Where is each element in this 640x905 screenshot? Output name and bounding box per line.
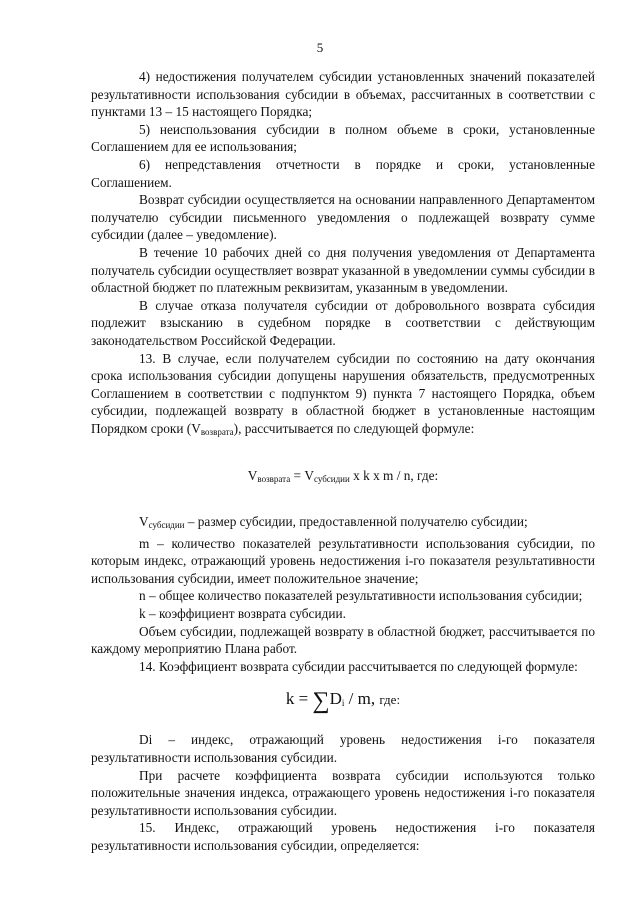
formula2-sub-i: i: [341, 698, 345, 709]
sum-symbol: ∑: [312, 688, 330, 715]
paragraph-13: [91, 350, 595, 442]
formula1-sub-subsidy: субсидии: [313, 474, 350, 485]
formula2-rest: / m,: [344, 689, 380, 709]
formula2-d: D: [329, 689, 342, 709]
definition-k: k – коэффициент возврата субсидии.: [139, 606, 346, 622]
paragraph-item-6: 6) непредставления отчетности в порядке и сроки, установленные Соглашением.: [91, 156, 595, 190]
paragraph-item-5: 5) неиспользования субсидии в полном объеме в сроки, установленные Соглашением для ее использования;: [91, 121, 595, 155]
paragraph-13-subscript: возврата: [200, 426, 234, 437]
paragraph-volume-per-event: Объем субсидии, подлежащей возврату в областной бюджет, рассчитывается по каждому мероприятию Плана работ.: [91, 623, 595, 657]
formula1-eq: = V: [290, 468, 314, 484]
formula2-where: где:: [379, 692, 401, 708]
page-number: 5: [316, 40, 324, 55]
definition-v: [91, 513, 595, 535]
paragraph-13-tail: ), рассчитывается по следующей формуле:: [233, 420, 475, 436]
paragraph-item-4: 4) недостижения получателем субсидии установленных значений показателей результативности использования субсидии в объемах, рассчитанных в соответствии с пунктами 13 – 15 настоящего Порядка;: [91, 69, 595, 120]
formula2-lhs: k =: [285, 689, 313, 709]
definition-n: n – общее количество показателей результативности использования субсидии;: [139, 588, 583, 604]
definition-v-text: – размер субсидии, предоставленной получателю субсидии;: [184, 514, 528, 530]
formula-coefficient: [91, 689, 595, 713]
paragraph-13-text: 13. В случае, если получателем субсидии по состоянию на дату окончания срока использования субсидии допущены нарушения обязательств, предусмотренных Соглашением в соответствии с подпунктом 9) пункта 7 настоящего Порядка, объем субсидии, подлежащей возврату в областной бюджет в установленные настоящим Порядком сроки (V: [91, 350, 595, 436]
formula1-sub-return: возврата: [257, 474, 291, 485]
paragraph-return-term: В течение 10 рабочих дней со дня получения уведомления от Департамента получатель субсидии осуществляет возврат указанной в уведомлении суммы субсидии в областной бюджет по платежным реквизитам, указанным в уведомлении.: [91, 244, 595, 296]
definition-m: m – количество показателей результативности использования субсидии, по которым индекс, отражающий уровень недостижения i-го показателя результативности использования субсидии, имеет положительное значение;: [91, 535, 595, 586]
paragraph-refusal: В случае отказа получателя субсидии от добровольного возврата субсидия подлежит взысканию в судебном порядке в соответствии с действующим законодательством Российской Федерации.: [91, 297, 595, 348]
formula1-v: V: [247, 468, 258, 484]
definition-v-symbol: V: [139, 514, 149, 530]
definition-di: Di – индекс, отражающий уровень недостижения i-го показателя результативности использования субсидии.: [91, 732, 595, 765]
paragraph-15: 15. Индекс, отражающий уровень недостижения i-го показателя результативности использования субсидии, определяется:: [91, 820, 595, 853]
formula-volume-return: [91, 467, 595, 489]
paragraph-return-basis: Возврат субсидии осуществляется на основании направленного Департаментом получателю субсидии письменного уведомления о подлежащей возврату сумме субсидии (далее – уведомление).: [91, 192, 595, 243]
paragraph-positive-values: При расчете коэффициента возврата субсидии используются только положительные значения индекса, отражающего уровень недостижения i-го показателя результативности использования субсидии.: [91, 767, 595, 818]
paragraph-14: 14. Коэффициент возврата субсидии рассчитывается по следующей формуле:: [139, 658, 578, 674]
document-body: [91, 68, 595, 855]
definition-v-subscript: субсидии: [148, 520, 185, 531]
formula1-rest: x k x m / n, где:: [349, 468, 439, 484]
